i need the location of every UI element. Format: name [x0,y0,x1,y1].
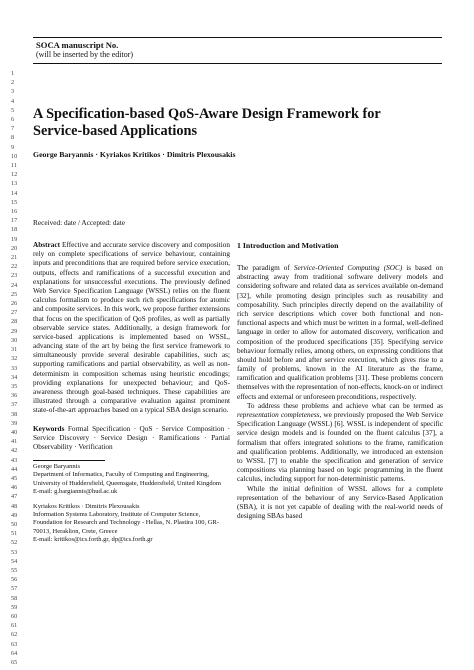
line-number: 52 [11,539,18,547]
line-number: 53 [11,548,18,556]
line-number: 48 [11,502,18,510]
intro-paragraph-1 [237,264,443,402]
line-number: 10 [11,152,18,160]
title-line-2: Service-based Applications [33,123,198,139]
line-number: 13 [11,180,18,188]
line-number: 62 [11,631,18,639]
intro-p1-text-b: is based on abstracting away from traditional software delivery models and considering software and related data as services available on-demand [32], while promoting design principles such as reusability and composability. Such principles directly depend on the availability of rich service descriptions which cover both functional and non-functional aspects and which must be written in a formal, well-defined language in order to allow for automated discovery, verification and composition of the produced specifications [35]. Specifying service behaviour formally relies, among others, on expressing conditions that should hold before and after service execution, which gives rise to a family of problems, known in the AI literature as the frame, ramification and qualification problems [31]. These problems concern themselves with the representation of non-effects, knock-on or indirect effects and external or unforeseen preconditions, respectively. [237,264,443,401]
line-number: 42 [11,447,18,455]
affiliation-2-email: E-mail: kritikos@ics.forth.gr, dp@ics.forth.gr [33,535,153,543]
line-number: 20 [11,244,18,252]
line-number: 58 [11,594,18,602]
line-number: 57 [11,585,18,593]
line-number: 23 [11,272,18,280]
right-column [237,241,443,521]
received-date: Received: date / Accepted: date [33,218,125,227]
keywords-label: Keywords [33,424,65,433]
line-number: 33 [11,364,18,372]
line-number: 46 [11,484,18,492]
line-number: 38 [11,410,18,418]
line-number: 32 [11,355,18,363]
line-number: 41 [11,438,18,446]
line-number: 47 [11,493,18,501]
keywords [33,425,230,453]
line-number: 44 [11,465,18,473]
intro-p2-text-b: , we previously proposed the Web Service Specification Language (WSSL) [6]. WSSL is independent of specific service design models and is founded on the fluent calculus [37], a formalism that offers integrated solutions to the frame, ramification and qualification problems. Additionally, we introduced an extension to WSSL [7] to enable the specification and generation of service compositions via planning based on logic programming in the fluent calculus, including support for non-deterministic patterns. [237,411,443,484]
line-number: 24 [11,281,18,289]
keywords-text: Formal Specification · QoS · Service Composition · Service Discovery · Service Design · Ramifications · Partial Observability · Verification [33,424,230,451]
section-heading: 1 Introduction and Motivation [237,241,339,250]
line-number: 2 [11,79,15,87]
line-numbers [11,69,25,667]
intro-p1-emphasis: Service-Oriented Computing (SOC) [293,264,403,272]
line-number: 28 [11,318,18,326]
affiliation-2-name: Kyriakos Kritikos · Dimitris Plexousakis [33,502,140,510]
line-number: 4 [11,97,15,105]
line-number: 65 [11,659,18,666]
line-number: 11 [11,162,17,170]
line-number: 63 [11,640,18,648]
line-number: 1 [11,70,15,77]
footnote-divider [33,460,105,461]
line-number: 22 [11,263,18,271]
line-number: 54 [11,557,18,565]
line-number: 8 [11,134,15,142]
line-number: 16 [11,208,18,216]
line-number: 64 [11,649,18,657]
author-list: George Baryannis · Kyriakos Kritikos · Dimitris Plexousakis [33,150,236,159]
line-number: 59 [11,603,18,611]
affiliation-1-address: Department of Informatics, Faculty of Computing and Engineering, University of Huddersfield, Queensgate, Huddersfield, United Kingdom [33,471,221,487]
line-number: 31 [11,346,18,354]
editor-note: (will be inserted by the editor) [36,50,134,59]
line-number: 25 [11,290,18,298]
affiliation-1 [33,463,230,496]
abstract-text: Effective and accurate service discovery and composition rely on complete specifications of service behaviour, containing inputs and preconditions that are required before service execution, outputs, effects and ramifications of a successful execution and explanations for unsuccessful executions. The previously defined Web Service Specification Language (WSSL) relies on the fluent calculus formalism to produce such rich specifications for atomic and composite services. In this work, we propose further extensions that focus on the specification of QoS profiles, as well as partially observable service states. Additionally, a design framework for service-based applications is implemented based on WSSL, advancing state of the art by being the first service framework to simultaneously provide several desirable capabilities, such as; supporting ramifications and partial observability, as well as non-determinism in composition schemas using heuristic encodings; providing explanations for unexpected behaviour; and QoS-awareness through goal-based techniques. These capabilities are illustrated through a comparative evaluation against prominent state-of-the-art approaches based on a typical SBA design scenario. [33,241,231,415]
line-number: 14 [11,189,18,197]
intro-paragraph-2 [237,402,443,485]
line-number: 27 [11,309,18,317]
line-number: 19 [11,235,18,243]
left-column [33,241,230,551]
line-number: 55 [11,566,18,574]
manuscript-header [33,37,442,64]
intro-p2-text-a: To address these problems and achieve what can be termed as [247,401,443,410]
line-number: 21 [11,254,18,262]
intro-p2-emphasis: representation completeness [237,411,320,419]
line-number: 36 [11,392,18,400]
abstract [33,241,230,416]
line-number: 56 [11,576,18,584]
line-number: 39 [11,419,18,427]
line-number: 61 [11,622,18,630]
line-number: 49 [11,511,18,519]
line-number: 30 [11,336,18,344]
line-number: 17 [11,217,18,225]
line-number: 12 [11,171,18,179]
line-number: 43 [11,456,18,464]
line-number: 40 [11,428,18,436]
line-number: 15 [11,198,18,206]
line-number: 29 [11,327,18,335]
affiliation-1-email: E-mail: g.bargiannis@hud.ac.uk [33,487,118,495]
line-number: 34 [11,373,18,381]
line-number: 50 [11,520,18,528]
line-number: 9 [11,143,15,151]
line-number: 37 [11,401,18,409]
line-number: 51 [11,530,18,538]
affiliation-2 [33,503,230,544]
intro-p1-text-a: The paradigm of [237,264,294,272]
abstract-label: Abstract [33,241,60,249]
line-number: 5 [11,106,15,114]
affiliation-1-name: George Baryannis [33,463,80,471]
line-number: 45 [11,474,18,482]
line-number: 26 [11,300,18,308]
paper-title [33,106,453,140]
manuscript-label: SOCA manuscript No. [36,40,119,50]
line-number: 60 [11,612,18,620]
line-number: 35 [11,382,18,390]
line-number: 18 [11,226,18,234]
title-line-1: A Specification-based QoS-Aware Design Framework for [33,106,381,122]
affiliation-2-address: Information Systems Laboratory, Institute of Computer Science, Foundation for Research and Technology - Hellas, N. Plastira 100, GR-70013, Heraklion, Crete, Greece [33,511,219,535]
intro-paragraph-3: While the initial definition of WSSL allows for a complete representation of the behaviour of any Service-Based Application (SBA), it is not yet capable of dealing with the real-world needs of designing SBAs based [237,484,443,521]
line-number: 7 [11,125,15,133]
line-number: 6 [11,116,15,124]
line-number: 3 [11,88,15,96]
